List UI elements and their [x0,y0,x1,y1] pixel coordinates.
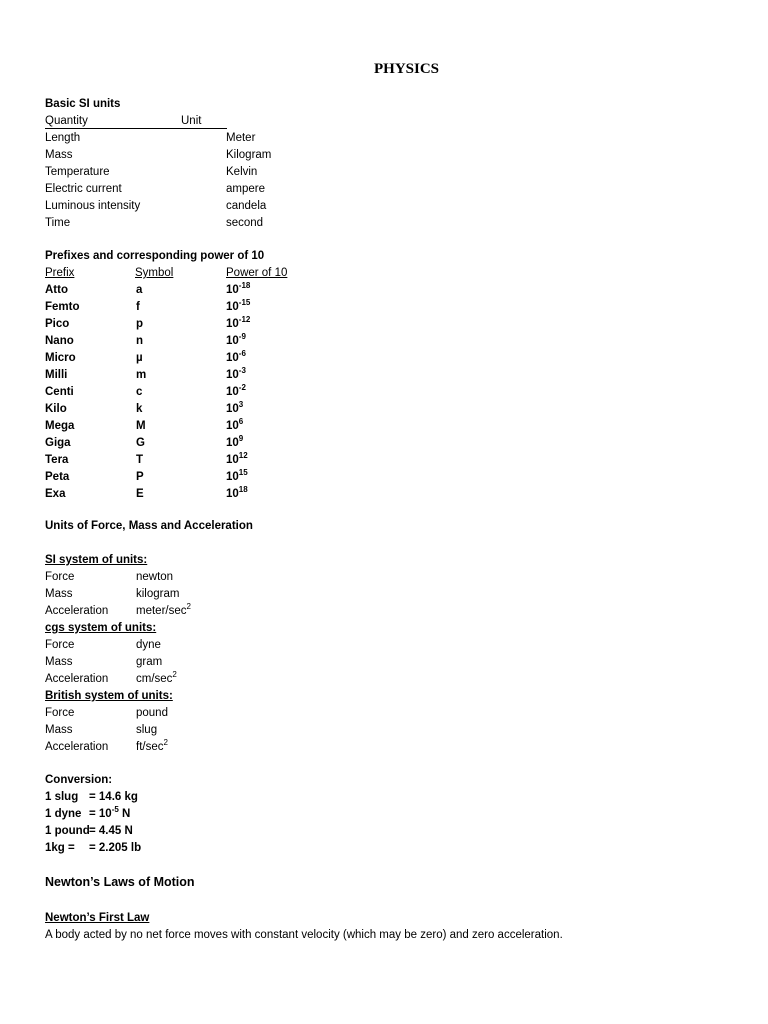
prefixes-header-row [45,265,295,281]
prefix-row [45,315,251,332]
conversion-heading: Conversion: [45,774,113,786]
power-cell [226,418,243,434]
unit-cell: Kilogram [226,149,272,161]
conversion-rhs [89,789,138,805]
power-cell [226,435,243,451]
unit-value-cell [136,603,191,619]
prefix-cell: Tera [45,454,69,466]
prefix-cell: Atto [45,284,68,296]
basic-si-heading: Basic SI units [45,98,121,110]
newton-laws-heading: Newton’s Laws of Motion [45,875,195,889]
unit-value-cell [136,637,161,653]
power-exponent: 12 [238,451,248,460]
unit-cell: Kelvin [226,166,258,178]
power-base: 10 [226,454,239,466]
symbol-cell: µ [136,352,143,364]
conversion-rhs-text: = 10 [89,808,112,820]
power-exponent: 15 [238,468,248,477]
prefix-row [45,451,248,468]
power-base: 10 [226,488,239,500]
power-exponent: -15 [238,298,251,307]
unit-system-heading: SI system of units: [45,554,148,566]
conversion-rhs-text: = 2.205 lb [89,842,142,854]
unit-system-row [45,602,191,619]
prefix-row [45,400,244,417]
unit-quantity-cell: Acceleration [45,673,109,685]
symbol-cell: E [136,488,144,500]
unit-value-text: dyne [136,639,161,651]
conversion-row [45,805,131,822]
conversion-row [45,789,138,805]
prefix-cell: Nano [45,335,74,347]
power-cell [226,282,250,298]
symbol-column-header: Symbol [135,267,174,279]
symbol-cell: n [136,335,144,347]
power-exponent: 9 [238,434,244,443]
unit-quantity-cell: Acceleration [45,741,109,753]
unit-quantity-cell: Mass [45,724,73,736]
symbol-cell: c [136,386,143,398]
unit-value-text: slug [136,724,158,736]
prefix-row [45,383,246,400]
power-exponent: -9 [238,332,246,341]
conversion-lhs: 1 pound [45,825,90,837]
conversion-rhs [89,823,133,839]
newton-first-law-text: A body acted by no net force moves with constant velocity (which may be zero) and zero acceleration. [45,929,563,941]
symbol-cell: f [136,301,140,313]
power-cell [226,486,248,502]
symbol-cell: G [136,437,145,449]
unit-quantity-cell: Mass [45,588,73,600]
unit-value-cell [136,705,168,721]
conversion-row [45,840,142,856]
unit-exponent: 2 [163,738,168,747]
unit-system-row [45,670,177,687]
power-base: 10 [226,437,239,449]
quantity-cell: Luminous intensity [45,200,141,212]
unit-exponent: 2 [186,602,191,611]
symbol-cell: k [136,403,143,415]
si-unit-row [45,130,256,146]
prefix-row [45,434,244,451]
unit-cell: ampere [226,183,265,195]
unit-value-text: gram [136,656,163,668]
prefix-cell: Giga [45,437,71,449]
power-exponent: 18 [238,485,248,494]
prefix-row [45,281,251,298]
prefix-row [45,366,246,383]
prefix-cell: Exa [45,488,66,500]
power-base: 10 [226,471,239,483]
prefix-cell: Centi [45,386,74,398]
quantity-cell: Time [45,217,71,229]
power-base: 10 [226,386,239,398]
power-cell [226,452,248,468]
power-cell [226,401,243,417]
unit-cell: Meter [226,132,256,144]
unit-cell: second [226,217,264,229]
power-base: 10 [226,284,239,296]
prefix-row [45,332,246,349]
unit-system-row [45,569,174,585]
prefix-cell: Femto [45,301,80,313]
unit-value-text: kilogram [136,588,180,600]
symbol-cell: T [136,454,144,466]
symbol-cell: m [136,369,147,381]
conversion-row [45,823,133,839]
unit-system-heading: cgs system of units: [45,622,157,634]
unit-value-cell [136,654,162,670]
page-title: PHYSICS [373,61,440,77]
symbol-cell: p [136,318,144,330]
power-cell [226,350,246,366]
unit-system-heading: British system of units: [45,690,173,702]
power-cell [226,367,246,383]
power-base: 10 [226,352,239,364]
unit-system-row [45,586,180,602]
unit-value-cell [136,671,177,687]
unit-value-text: meter/sec [136,605,187,617]
unit-system-row [45,654,163,670]
si-unit-row [45,164,258,180]
power-cell [226,384,246,400]
quantity-column-header: Quantity [45,114,181,129]
power-cell [226,299,250,315]
power-base: 10 [226,403,239,415]
conversion-exponent: -5 [111,805,119,814]
prefix-row [45,417,244,434]
unit-value-text: newton [136,571,174,583]
quantity-cell: Electric current [45,183,122,195]
unit-quantity-cell: Mass [45,656,73,668]
conversion-lhs: 1 dyne [45,808,82,820]
power-base: 10 [226,369,239,381]
unit-value-cell [136,569,173,585]
power-exponent: -2 [238,383,246,392]
unit-exponent: 2 [172,670,177,679]
power-exponent: -18 [238,281,251,290]
quantity-cell: Length [45,132,81,144]
prefix-cell: Milli [45,369,68,381]
unit-value-cell [136,586,179,602]
power-column-header: Power of 10 [226,267,288,279]
power-exponent: -3 [238,366,246,375]
prefix-cell: Kilo [45,403,67,415]
si-unit-row [45,147,272,163]
conversion-rhs [89,840,141,856]
conversion-rhs-text: = 14.6 kg [89,791,138,803]
unit-quantity-cell: Acceleration [45,605,109,617]
unit-system-row [45,738,168,755]
symbol-cell: P [136,471,144,483]
newton-first-law-heading: Newton’s First Law [45,912,150,924]
conversion-rhs-text: = 4.45 N [89,825,133,837]
unit-value-cell [136,739,168,755]
prefix-row [45,468,248,485]
symbol-cell: M [136,420,146,432]
symbol-cell: a [136,284,143,296]
prefix-row [45,349,246,366]
power-base: 10 [226,420,239,432]
prefix-cell: Mega [45,420,75,432]
unit-quantity-cell: Force [45,639,75,651]
si-unit-row [45,198,267,214]
prefix-row [45,485,248,502]
power-exponent: -12 [238,315,251,324]
basic-si-header-row [45,113,227,129]
unit-value-text: pound [136,707,168,719]
unit-column-header: Unit [181,114,227,129]
unit-value-text: cm/sec [136,673,173,685]
power-base: 10 [226,318,239,330]
prefix-cell: Micro [45,352,76,364]
unit-cell: candela [226,200,267,212]
prefix-cell: Pico [45,318,70,330]
quantity-cell: Mass [45,149,73,161]
power-cell [226,316,250,332]
unit-system-row [45,722,158,738]
power-base: 10 [226,335,239,347]
power-exponent: -6 [238,349,246,358]
conversion-lhs: 1kg = [45,842,75,854]
power-cell [226,333,246,349]
unit-system-row [45,705,168,721]
prefix-column-header: Prefix [45,267,75,279]
conversion-rhs-unit: N [118,808,131,820]
power-exponent: 6 [238,417,244,426]
prefixes-heading: Prefixes and corresponding power of 10 [45,250,265,262]
si-unit-row [45,181,265,197]
conversion-rhs [89,806,130,822]
power-cell [226,469,248,485]
unit-system-row [45,637,161,653]
unit-quantity-cell: Force [45,571,75,583]
prefix-row [45,298,251,315]
unit-value-text: ft/sec [136,741,164,753]
power-base: 10 [226,301,239,313]
conversion-lhs: 1 slug [45,791,79,803]
unit-value-cell [136,722,157,738]
unit-quantity-cell: Force [45,707,75,719]
quantity-cell: Temperature [45,166,110,178]
force-units-heading: Units of Force, Mass and Acceleration [45,520,253,532]
power-exponent: 3 [238,400,244,409]
prefix-cell: Peta [45,471,70,483]
si-unit-row [45,215,264,231]
